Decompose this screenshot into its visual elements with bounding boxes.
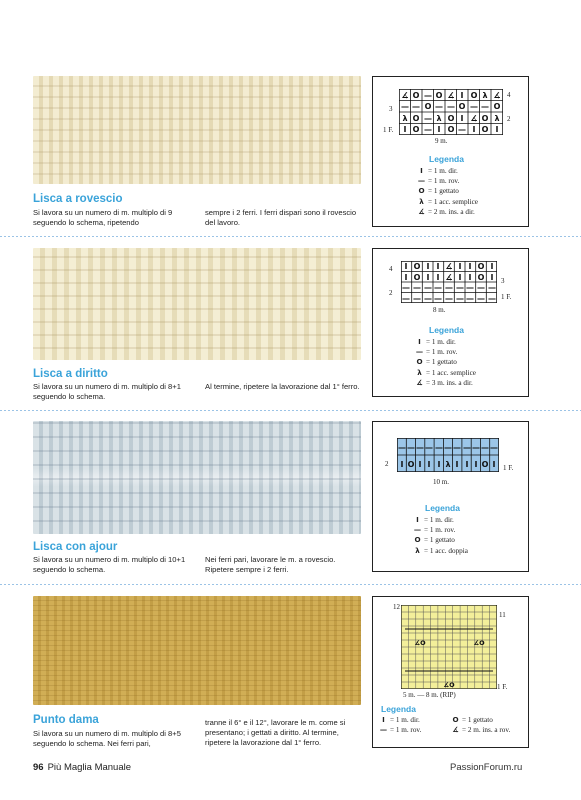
svg-text:—: — <box>401 102 409 111</box>
svg-text:O: O <box>477 273 485 282</box>
svg-text:O: O <box>493 102 501 111</box>
svg-text:I: I <box>437 460 441 469</box>
svg-text:—: — <box>453 443 461 452</box>
svg-text:O: O <box>413 262 421 271</box>
svg-text:—: — <box>458 125 466 134</box>
page-number: 96 <box>33 762 44 773</box>
svg-text:—: — <box>472 443 480 452</box>
svg-text:—: — <box>402 294 410 303</box>
svg-text:I: I <box>465 460 469 469</box>
svg-text:—: — <box>456 294 464 303</box>
svg-text:—: — <box>425 443 433 452</box>
svg-text:—: — <box>444 443 452 452</box>
legend-list <box>377 715 527 735</box>
yarn-over-symbol-icon: O <box>414 535 421 545</box>
svg-text:—: — <box>481 102 489 111</box>
row-label: 1 F. <box>503 464 514 472</box>
stitch-repeat-label: 10 m. <box>433 478 449 486</box>
legend-item: λ = 1 acc. semplice <box>415 197 478 207</box>
section-description: Si lavora su un numero di m. multiplo di 9 seguendo lo schema, ripetendo <box>33 208 173 227</box>
svg-text:I: I <box>427 460 431 469</box>
svg-text:I: I <box>490 262 494 271</box>
legend-item: — = 1 m. rov. <box>411 525 468 535</box>
svg-text:∡O: ∡O <box>414 639 426 647</box>
svg-text:O: O <box>413 273 421 282</box>
yarn-over-symbol-icon: O <box>452 715 459 724</box>
svg-text:—: — <box>424 91 432 100</box>
stitch-repeat-label: 8 m. <box>433 306 446 314</box>
page-footer <box>33 762 131 773</box>
knitting-chart-grid <box>397 438 499 472</box>
svg-text:∡: ∡ <box>447 91 455 100</box>
svg-text:—: — <box>490 443 498 452</box>
svg-text:—: — <box>435 102 443 111</box>
svg-text:∡: ∡ <box>493 91 501 100</box>
svg-text:—: — <box>445 294 453 303</box>
svg-text:O: O <box>481 125 489 134</box>
section-divider <box>0 236 581 237</box>
svg-text:I: I <box>436 262 440 271</box>
purl-symbol-icon: — <box>415 347 424 357</box>
svg-text:—: — <box>447 102 455 111</box>
svg-text:—: — <box>424 114 432 123</box>
section-description: Si lavora su un numero di m. multiplo di 8+5 seguendo lo schema. Nei ferri pari, <box>33 729 181 748</box>
knit-symbol-icon: I <box>418 337 421 346</box>
swatch-photo-lisca-con-ajour <box>33 421 361 534</box>
legend-item: I = 1 m. dir. <box>411 515 468 525</box>
row-label: 4 <box>389 265 393 273</box>
svg-text:—: — <box>466 283 474 292</box>
purl-symbol-icon: — <box>379 725 388 735</box>
legend-item: I = 1 m. dir. <box>377 715 449 725</box>
legend-list <box>415 166 478 217</box>
section-description-continued: tranne il 6° e il 12°, lavorare le m. come si presentano; i gettati a diritto. Al termine, ripetere la lavorazione dal 1° ferro. <box>205 718 346 747</box>
legend-item: λ = 1 acc. semplice <box>413 368 476 378</box>
svg-text:O: O <box>412 114 420 123</box>
svg-text:I: I <box>492 460 496 469</box>
svg-text:I: I <box>468 262 472 271</box>
svg-text:—: — <box>435 443 443 452</box>
legend-title: Legenda <box>381 704 416 714</box>
chart-box-punto-dama <box>372 596 529 748</box>
svg-text:∡: ∡ <box>445 262 453 271</box>
chart-box-lisca-con-ajour <box>372 421 529 572</box>
svg-text:I: I <box>472 125 476 134</box>
stitch-repeat-label: 5 m. — 8 m. (RIP) <box>403 691 456 699</box>
svg-text:I: I <box>403 125 407 134</box>
legend-item: — = 1 m. rov. <box>377 725 449 735</box>
stitch-repeat-label: 9 m. <box>435 137 448 145</box>
swatch-photo-lisca-a-diritto <box>33 248 361 360</box>
svg-text:I: I <box>458 262 462 271</box>
svg-text:λ: λ <box>402 114 408 123</box>
svg-text:I: I <box>490 273 494 282</box>
svg-text:—: — <box>456 283 464 292</box>
svg-text:O: O <box>470 91 478 100</box>
svg-text:—: — <box>470 102 478 111</box>
svg-text:I: I <box>458 273 462 282</box>
legend-item: I = 1 m. dir. <box>415 166 478 176</box>
svg-text:λ: λ <box>482 91 488 100</box>
section-description-continued: Al termine, ripetere la lavorazione dal 1° ferro. <box>205 382 360 391</box>
row-label: 1 F. <box>497 683 508 691</box>
svg-text:I: I <box>460 114 464 123</box>
swatch-photo-lisca-a-rovescio <box>33 76 361 184</box>
section-description: Si lavora su un numero di m. multiplo di 10+1 seguendo lo schema. <box>33 555 186 574</box>
svg-text:∡O: ∡O <box>443 681 455 689</box>
yarn-over-symbol-icon: O <box>418 186 425 196</box>
section-divider <box>0 584 581 585</box>
svg-text:—: — <box>481 443 489 452</box>
svg-text:I: I <box>474 460 478 469</box>
chart-box-lisca-a-diritto <box>372 248 529 397</box>
legend-item: λ = 1 acc. doppia <box>411 546 468 556</box>
svg-text:—: — <box>488 283 496 292</box>
row-label: 3 <box>501 277 505 285</box>
swatch-photo-punto-dama <box>33 596 361 705</box>
row-label: 12 <box>393 603 400 611</box>
svg-text:I: I <box>404 262 408 271</box>
knit-symbol-icon: I <box>420 166 423 175</box>
svg-text:I: I <box>468 273 472 282</box>
svg-text:I: I <box>495 125 499 134</box>
svg-text:—: — <box>434 283 442 292</box>
svg-text:—: — <box>445 283 453 292</box>
svg-text:I: I <box>455 460 459 469</box>
svg-text:I: I <box>436 273 440 282</box>
section-title: Punto dama <box>33 714 99 726</box>
svg-text:—: — <box>398 443 406 452</box>
decrease-symbol-icon: λ <box>419 196 424 206</box>
legend-item: O = 1 gettato <box>413 357 476 367</box>
row-label: 2 <box>389 289 393 297</box>
row-label: 2 <box>385 460 389 468</box>
knitting-chart-grid <box>401 605 497 689</box>
svg-text:—: — <box>402 283 410 292</box>
svg-text:—: — <box>413 283 421 292</box>
svg-text:λ: λ <box>494 114 500 123</box>
svg-text:—: — <box>424 125 432 134</box>
k3tog-symbol-icon: ∡ <box>416 377 423 387</box>
svg-text:O: O <box>481 114 489 123</box>
svg-text:—: — <box>424 294 432 303</box>
legend-item: — = 1 m. rov. <box>413 347 476 357</box>
svg-text:λ: λ <box>436 114 442 123</box>
row-label: 1 F. <box>501 293 512 301</box>
svg-text:—: — <box>477 294 485 303</box>
svg-text:∡: ∡ <box>445 273 453 282</box>
section-divider <box>0 410 581 411</box>
legend-item: O = 1 gettato <box>415 186 478 196</box>
section-title: Lisca a diritto <box>33 368 108 380</box>
svg-text:O: O <box>424 102 432 111</box>
decrease-symbol-icon: λ <box>417 367 422 377</box>
svg-text:I: I <box>400 460 404 469</box>
svg-text:∡O: ∡O <box>473 639 485 647</box>
svg-text:—: — <box>434 294 442 303</box>
svg-text:—: — <box>413 294 421 303</box>
p2tog-symbol-icon: ∡ <box>452 725 459 735</box>
legend-list <box>411 515 468 556</box>
legend-title: Legenda <box>429 325 464 335</box>
legend-item: O = 1 gettato <box>411 535 468 545</box>
svg-text:O: O <box>447 114 455 123</box>
svg-text:I: I <box>460 91 464 100</box>
svg-text:—: — <box>416 443 424 452</box>
row-label: 4 <box>507 91 511 99</box>
double-decrease-symbol-icon: λ <box>415 545 420 555</box>
legend-item: I = 1 m. dir. <box>413 337 476 347</box>
svg-text:O: O <box>407 460 415 469</box>
svg-text:O: O <box>481 460 489 469</box>
legend-item: ∡ = 3 m. ins. a dir. <box>413 378 476 388</box>
svg-text:I: I <box>426 262 430 271</box>
section-description-continued: Nei ferri pari, lavorare le m. a rovescio. Ripetere sempre i 2 ferri. <box>205 555 336 574</box>
svg-text:—: — <box>488 294 496 303</box>
svg-text:I: I <box>404 273 408 282</box>
section-title: Lisca a rovescio <box>33 193 123 205</box>
legend-item: ∡ = 2 m. ins. a dir. <box>415 207 478 217</box>
svg-text:O: O <box>447 125 455 134</box>
svg-text:O: O <box>458 102 466 111</box>
svg-text:∡: ∡ <box>401 91 409 100</box>
legend-item: O = 1 gettato <box>449 715 527 725</box>
section-description-continued: sempre i 2 ferri. I ferri dispari sono il rovescio del lavoro. <box>205 208 357 227</box>
legend-list <box>413 337 476 388</box>
svg-text:—: — <box>407 443 415 452</box>
legend-item: ∡ = 2 m. ins. a rov. <box>449 725 527 735</box>
row-label: 1 F. <box>383 126 394 134</box>
svg-text:I: I <box>418 460 422 469</box>
watermark: PassionForum.ru <box>450 762 523 773</box>
svg-text:I: I <box>437 125 441 134</box>
yarn-over-symbol-icon: O <box>416 357 423 367</box>
legend-title: Legenda <box>429 154 464 164</box>
purl-symbol-icon: — <box>417 176 426 186</box>
legend-title: Legenda <box>425 503 460 513</box>
purl-symbol-icon: — <box>413 525 422 535</box>
svg-text:—: — <box>477 283 485 292</box>
section-description: Si lavora su un numero di m. multiplo di 8+1 seguendo lo schema. <box>33 382 181 401</box>
section-title: Lisca con ajour <box>33 541 118 553</box>
chart-box-lisca-a-rovescio <box>372 76 529 227</box>
svg-text:O: O <box>477 262 485 271</box>
row-label: 2 <box>507 115 511 123</box>
row-label: 3 <box>389 105 393 113</box>
magazine-title: Più Maglia Manuale <box>47 762 132 773</box>
svg-text:I: I <box>426 273 430 282</box>
svg-text:O: O <box>435 91 443 100</box>
legend-item: — = 1 m. rov. <box>415 176 478 186</box>
svg-text:λ: λ <box>445 460 451 469</box>
svg-text:—: — <box>412 102 420 111</box>
svg-text:∡: ∡ <box>470 114 478 123</box>
svg-text:O: O <box>412 125 420 134</box>
row-label: 11 <box>499 611 506 619</box>
knitting-chart-grid <box>401 261 497 303</box>
knitting-chart-grid <box>399 89 503 135</box>
k2tog-symbol-icon: ∡ <box>418 206 425 216</box>
svg-text:O: O <box>412 91 420 100</box>
knit-symbol-icon: I <box>382 715 385 724</box>
svg-text:—: — <box>424 283 432 292</box>
svg-text:—: — <box>463 443 471 452</box>
knit-symbol-icon: I <box>416 515 419 524</box>
svg-text:—: — <box>466 294 474 303</box>
